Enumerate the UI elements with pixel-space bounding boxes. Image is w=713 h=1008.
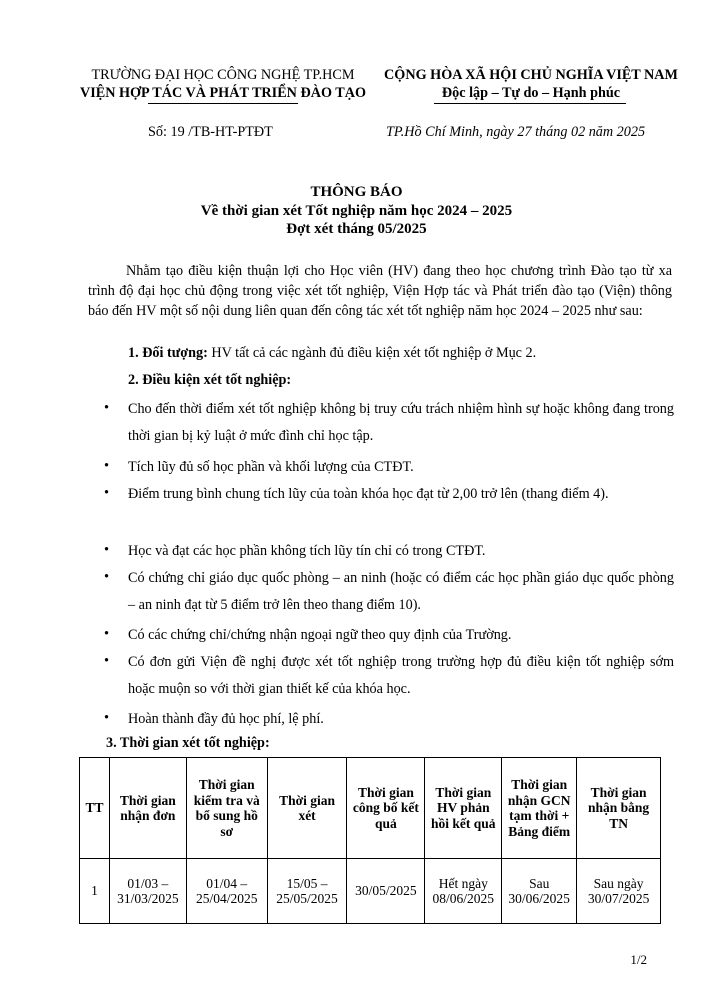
university-name: TRƯỜNG ĐẠI HỌC CÔNG NGHỆ TP.HCM bbox=[91, 67, 355, 83]
bullet-icon: • bbox=[104, 485, 110, 501]
motto: Độc lập – Tự do – Hạnh phúc bbox=[441, 85, 621, 101]
header-left bbox=[58, 66, 388, 102]
intro-paragraph: Nhằm tạo điều kiện thuận lợi cho Học viên (HV) đang theo học chương trình Đào tạo từ xa trình độ đại học chủ động trong việc xét tốt nghiệp, Viện Hợp tác và Phát triển đào tạo (Viện) thông báo đến HV một số nội dung liên quan đến công tác xét tốt nghiệp năm học 2024 – 2025 như sau: bbox=[88, 263, 672, 319]
table-row bbox=[80, 859, 661, 924]
country-name: CỘNG HÒA XÃ HỘI CHỦ NGHĨA VIỆT NAM bbox=[384, 67, 678, 83]
condition-item: Hoàn thành đầy đủ học phí, lệ phí. bbox=[128, 711, 324, 727]
place-date: TP.Hồ Chí Minh, ngày 27 tháng 02 năm 2025 bbox=[386, 124, 646, 140]
section-1 bbox=[128, 345, 678, 362]
condition-item: Có đơn gửi Viện đề nghị được xét tốt nghiệp trong trường hợp đủ điều kiện tốt nghiệp sớm hoặc muộn so với thời gian thiết kế của khóa học. bbox=[128, 654, 674, 697]
bullet-icon: • bbox=[104, 653, 110, 669]
table-header-cell: Thời gian HV phản hồi kết quả bbox=[425, 758, 502, 859]
table-cell: 30/05/2025 bbox=[347, 859, 425, 924]
section-3-label: 3. Thời gian xét tốt nghiệp: bbox=[106, 735, 270, 751]
table-header-cell: Thời gian công bố kết quả bbox=[347, 758, 425, 859]
table-header-cell: Thời gian xét bbox=[267, 758, 347, 859]
bullet-icon: • bbox=[104, 458, 110, 474]
table-cell: 01/04 – 25/04/2025 bbox=[186, 859, 267, 924]
bullet-icon: • bbox=[104, 710, 110, 726]
header-right-underline bbox=[434, 103, 626, 104]
table-cell: Sau ngày 30/07/2025 bbox=[577, 859, 661, 924]
header-left-underline bbox=[148, 103, 298, 104]
bullet-icon: • bbox=[104, 400, 110, 416]
table-cell: 1 bbox=[80, 859, 110, 924]
table-cell: Sau 30/06/2025 bbox=[502, 859, 577, 924]
table-header-cell: Thời gian nhận GCN tạm thời + Bảng điểm bbox=[502, 758, 577, 859]
section-1-text: HV tất cả các ngành đủ điều kiện xét tốt nghiệp ở Mục 2. bbox=[207, 345, 537, 361]
page-number: 1/2 bbox=[630, 952, 647, 967]
schedule-table bbox=[79, 757, 661, 924]
bullet-icon: • bbox=[104, 542, 110, 558]
condition-item: Học và đạt các học phần không tích lũy tín chỉ có trong CTĐT. bbox=[128, 543, 486, 559]
condition-item: Có chứng chỉ giáo dục quốc phòng – an ninh (hoặc có điểm các học phần giáo dục quốc phòng – an ninh đạt từ 5 điểm trở lên theo thang điểm 10). bbox=[128, 570, 674, 613]
title-sub2: Đợt xét tháng 05/2025 bbox=[286, 221, 427, 237]
document-number: Số: 19 /TB-HT-PTĐT bbox=[148, 124, 273, 140]
table-header-cell: Thời gian nhận bằng TN bbox=[577, 758, 661, 859]
title-sub1: Về thời gian xét Tốt nghiệp năm học 2024 – 2025 bbox=[200, 202, 513, 219]
section-2-label: 2. Điều kiện xét tốt nghiệp: bbox=[128, 372, 292, 388]
title-main: THÔNG BÁO bbox=[310, 184, 403, 200]
table-header-cell: TT bbox=[80, 758, 110, 859]
condition-item: Có các chứng chỉ/chứng nhận ngoại ngữ theo quy định của Trường. bbox=[128, 627, 512, 643]
bullet-icon: • bbox=[104, 626, 110, 642]
table-header-row bbox=[80, 758, 661, 859]
table-header-cell: Thời gian nhận đơn bbox=[109, 758, 186, 859]
table-cell: 01/03 – 31/03/2025 bbox=[109, 859, 186, 924]
header-right bbox=[372, 66, 690, 102]
table-cell: Hết ngày 08/06/2025 bbox=[425, 859, 502, 924]
table-header-cell: Thời gian kiểm tra và bổ sung hồ sơ bbox=[186, 758, 267, 859]
section-1-label: 1. Đối tượng: bbox=[128, 345, 208, 361]
condition-item: Cho đến thời điểm xét tốt nghiệp không bị truy cứu trách nhiệm hình sự hoặc không đang trong thời gian bị kỷ luật ở mức đình chỉ học tập. bbox=[128, 401, 674, 444]
condition-item: Tích lũy đủ số học phần và khối lượng của CTĐT. bbox=[128, 459, 414, 475]
condition-item: Điểm trung bình chung tích lũy của toàn khóa học đạt từ 2,00 trở lên (thang điểm 4). bbox=[128, 486, 609, 502]
document-title bbox=[0, 183, 713, 239]
bullet-icon: • bbox=[104, 569, 110, 585]
institute-name: VIỆN HỢP TÁC VÀ PHÁT TRIỂN ĐÀO TẠO bbox=[79, 85, 367, 101]
table-cell: 15/05 – 25/05/2025 bbox=[267, 859, 347, 924]
